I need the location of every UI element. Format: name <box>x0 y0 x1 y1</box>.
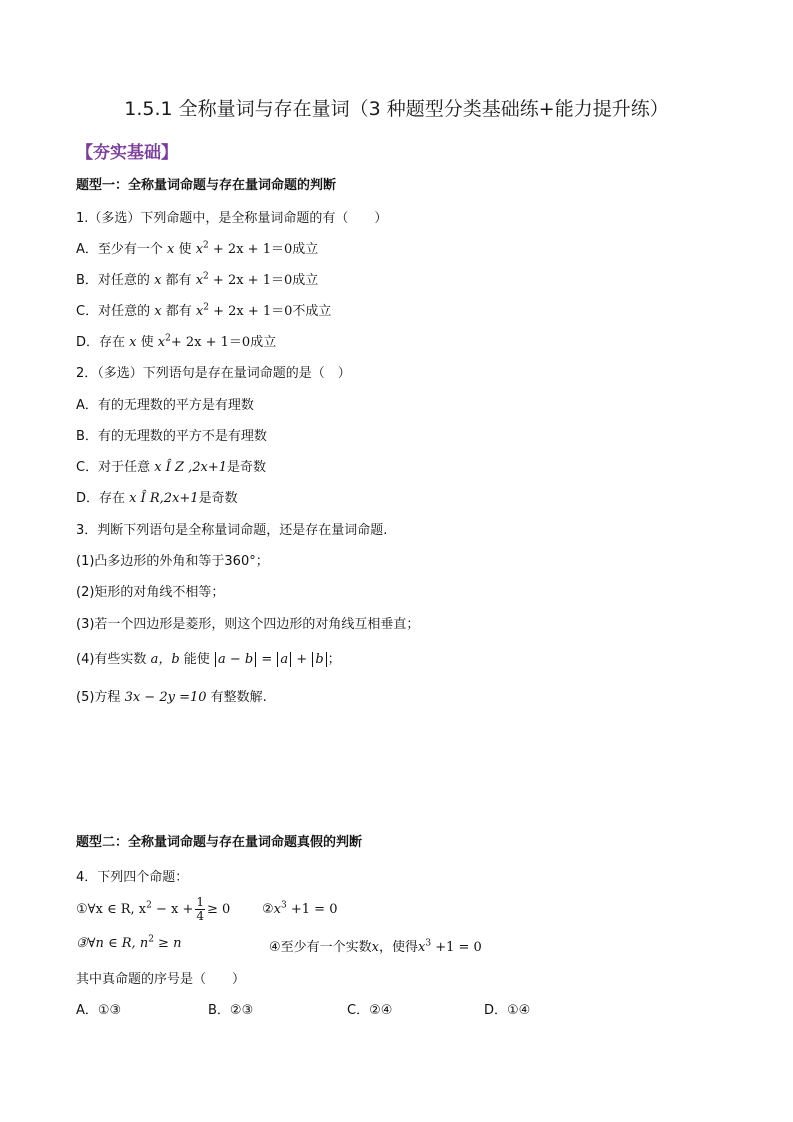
section-heading-basics: 【夯实基础】 <box>76 143 178 163</box>
fraction-one-quarter: $\frac{1}{4}$ <box>196 895 204 923</box>
q2-stem: 2．（多选）下列语句是存在量词命题的是（ ） <box>76 366 351 381</box>
q2-option-b: B．有的无理数的平方不是有理数 <box>76 429 267 444</box>
q2-option-c: C．对于任意 x Î Z ,2x+1是奇数 <box>76 460 267 475</box>
q4-proposition-2: $②x^3 +1 = 0$ <box>262 900 338 917</box>
q3-item-5: (5)方程 3x − 2y =10 有整数解. <box>76 690 267 705</box>
q4-proposition-4: ④至少有一个实数x，使得$x^3 +1 = 0$ <box>269 938 482 955</box>
q4-proposition-1: ①∀x ∈ R, $x^2 - x$ + $\frac{1}{4}$ ≥ 0 <box>76 895 231 923</box>
q4-proposition-3: ③∀n ∈ R, $n^2 \ge n$ <box>76 934 182 951</box>
q3-item-1: (1)凸多边形的外角和等于360°； <box>76 554 269 569</box>
q3-item-4: (4)有些实数 a，b 能使 a − b = a + b ； <box>76 652 341 667</box>
type1-heading: 题型一：全称量词命题与存在量词命题的判断 <box>76 178 337 193</box>
q1-option-b: B．对任意的 x 都有 $x^2 + 2x + 1=0$成立 <box>76 271 319 288</box>
q1-stem: 1.（多选）下列命题中，是全称量词命题的有（ ） <box>76 211 388 226</box>
q4-stem: 4．下列四个命题： <box>76 870 189 885</box>
q3-stem: 3．判断下列语句是全称量词命题，还是存在量词命题. <box>76 523 388 538</box>
q1-option-a: A．至少有一个 x 使 $x^2 + 2x + 1=0$成立 <box>76 240 319 257</box>
q1-option-c: C．对任意的 x 都有 $x^2 + 2x + 1=0$不成立 <box>76 302 332 319</box>
q4-option-b: B．②③ <box>208 1003 254 1018</box>
q2-option-a: A．有的无理数的平方是有理数 <box>76 398 254 413</box>
q3-item-2: (2)矩形的对角线不相等； <box>76 585 225 600</box>
q3-item-3: (3)若一个四边形是菱形，则这个四边形的对角线互相垂直； <box>76 617 420 632</box>
q4-option-d: D．①④ <box>484 1003 531 1018</box>
q1-option-d: D．存在 x 使 $x^2+ 2x + 1=0$成立 <box>76 333 277 350</box>
q4-question: 其中真命题的序号是（ ） <box>76 972 246 987</box>
q4-option-a: A．①③ <box>76 1003 122 1018</box>
page-title: 1.5.1 全称量词与存在量词（3 种题型分类基础练+能力提升练） <box>124 98 669 120</box>
type2-heading: 题型二：全称量词命题与存在量词命题真假的判断 <box>76 835 363 850</box>
q2-option-d: D．存在 x Î R,2x+1是奇数 <box>76 491 238 506</box>
q4-option-c: C．②④ <box>347 1003 393 1018</box>
